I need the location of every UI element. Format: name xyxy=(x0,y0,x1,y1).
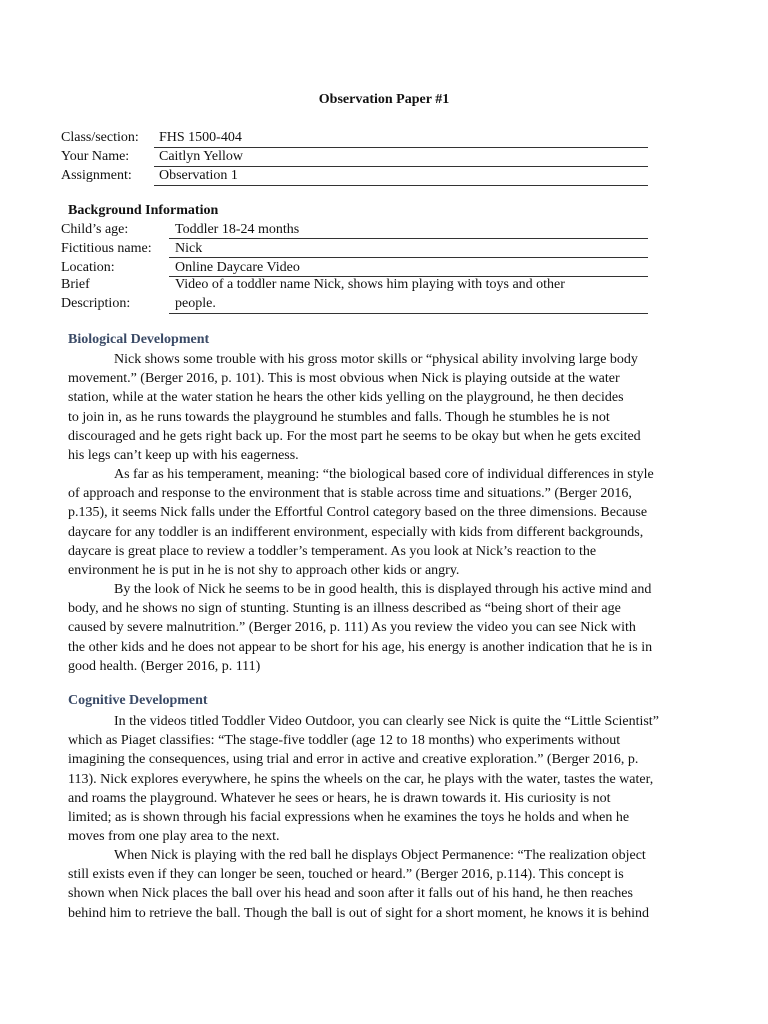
field-value: FHS 1500-404 xyxy=(159,130,242,145)
field-label: Fictitious name: xyxy=(61,241,152,256)
text-line: to join in, as he runs towards the playground he stumbles and falls. Though he stumbles he is not xyxy=(68,409,610,425)
field-value: Video of a toddler name Nick, shows him playing with toys and other xyxy=(175,277,565,292)
text-line: As far as his temperament, meaning: “the biological based core of individual differences in style xyxy=(114,467,654,482)
section-heading-cognitive: Cognitive Development xyxy=(68,693,208,708)
field-label: Class/section: xyxy=(61,130,139,145)
text-line: and roams the playground. Whatever he sees or hears, he is drawn towards it. His curiosity is not xyxy=(68,790,611,806)
text-line: his legs can’t keep up with his eagerness. xyxy=(68,448,299,464)
field-label: Your Name: xyxy=(61,149,130,164)
text-line: daycare for any toddler is an indifferent environment, especially with kids from different backgrounds, xyxy=(68,524,644,540)
field-value: Observation 1 xyxy=(159,168,238,183)
text-line: imagining the consequences, using trial and error in active and creative exploration.” (Berger 2016, p. xyxy=(68,752,639,768)
field-label: Brief xyxy=(61,277,90,292)
text-line: environment he is put in he is not shy to approach other kids or angry. xyxy=(68,563,460,579)
field-underline xyxy=(154,185,648,186)
field-value: Nick xyxy=(175,241,203,256)
text-line: Nick shows some trouble with his gross motor skills or “physical ability involving large body xyxy=(114,352,638,367)
text-line: shown when Nick places the ball over his head and soon after it falls out of his hand, he then reaches xyxy=(68,886,633,902)
paragraph xyxy=(68,846,698,923)
text-line: station, while at the water station he hears the other kids yelling on the playground, he then decides xyxy=(68,390,624,406)
text-line: movement.” (Berger 2016, p. 101). This is most obvious when Nick is playing outside at the water xyxy=(68,371,620,387)
text-line: limited; as is shown through his facial expressions when he examines the toys he holds and when he xyxy=(68,810,630,826)
field-underline xyxy=(169,313,648,314)
field-label: Description: xyxy=(61,296,131,311)
field-label: Location: xyxy=(61,260,115,275)
paragraph xyxy=(68,580,698,676)
text-line: which as Piaget classifies: “The stage-five toddler (age 12 to 18 months) who experiments without xyxy=(68,733,621,749)
text-line: By the look of Nick he seems to be in good health, this is displayed through his active mind and xyxy=(114,582,652,597)
text-line: 113). Nick explores everywhere, he spins the wheels on the car, he plays with the water, tastes the water, xyxy=(68,771,654,787)
text-line: p.135), it seems Nick falls under the Effortful Control category based on the three dimensions. Because xyxy=(68,505,648,521)
paragraph xyxy=(68,712,698,846)
section-heading-biological: Biological Development xyxy=(68,332,210,347)
paragraph xyxy=(68,350,698,465)
text-line: daycare is great place to review a toddler’s temperament. As you look at Nick’s reaction to the xyxy=(68,543,597,559)
field-label: Child’s age: xyxy=(61,222,129,237)
field-value: Toddler 18-24 months xyxy=(175,222,300,237)
text-line: When Nick is playing with the red ball he displays Object Permanence: “The realization object xyxy=(114,848,646,863)
text-line: In the videos titled Toddler Video Outdoor, you can clearly see Nick is quite the “Little Scientist” xyxy=(114,714,659,729)
field-label: Assignment: xyxy=(61,168,132,183)
text-line: the other kids and he does not appear to be short for his age, his energy is another indication that he is in xyxy=(68,639,653,655)
text-line: good health. (Berger 2016, p. 111) xyxy=(68,658,261,674)
background-heading: Background Information xyxy=(68,203,219,218)
text-line: behind him to retrieve the ball. Though the ball is out of sight for a short moment, he knows it is behind xyxy=(68,905,650,921)
field-underline xyxy=(169,257,648,258)
text-line: caused by severe malnutrition.” (Berger 2016, p. 111) As you review the video you can see Nick with xyxy=(68,620,636,636)
text-line: discouraged and he gets right back up. For the most part he seems to be okay but when he gets excited xyxy=(68,428,641,444)
text-line: still exists even if they can longer be seen, touched or heard.” (Berger 2016, p.114). This concept is xyxy=(68,867,624,883)
document-title: Observation Paper #1 xyxy=(318,92,450,107)
field-value: people. xyxy=(175,296,216,311)
field-underline xyxy=(169,238,648,239)
text-line: moves from one play area to the next. xyxy=(68,829,280,845)
field-value: Online Daycare Video xyxy=(175,260,300,275)
paragraph xyxy=(68,465,698,580)
text-line: body, and he shows no sign of stunting. Stunting is an illness described as “being short of their age xyxy=(68,601,621,617)
text-line: of approach and response to the environment that is stable across time and situations.” (Berger 2016, xyxy=(68,486,632,502)
field-value: Caitlyn Yellow xyxy=(159,149,244,164)
